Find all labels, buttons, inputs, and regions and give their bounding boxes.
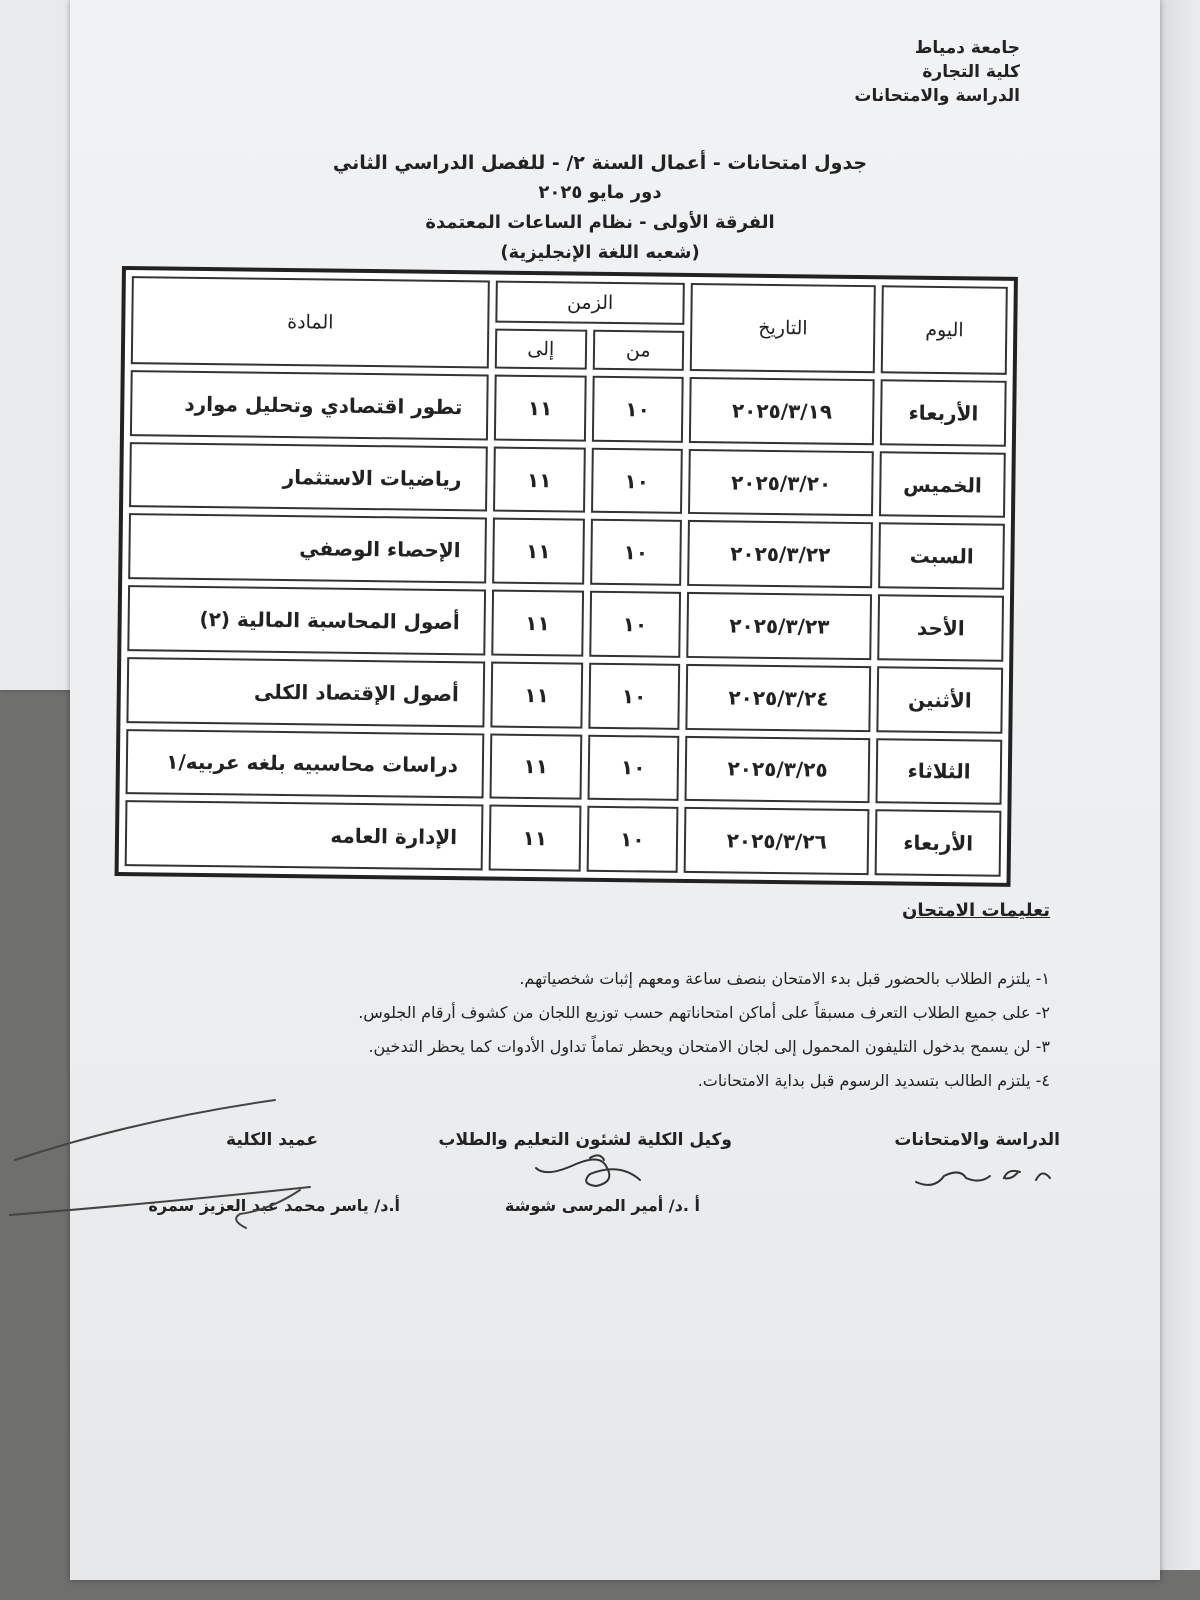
table-row <box>126 657 1003 733</box>
vice-dean-signature-label: وكيل الكلية لشئون التعليم والطلاب <box>438 1130 732 1150</box>
row-to: ١١ <box>493 446 585 513</box>
row-from: ١٠ <box>586 806 678 873</box>
row-subject: الإحصاء الوصفي <box>128 514 487 584</box>
row-subject: الإدارة العامه <box>125 800 484 870</box>
row-date: ٢٠٢٥/٣/٢٠ <box>688 449 874 517</box>
letterhead <box>854 36 1020 108</box>
row-from: ١٠ <box>590 519 682 586</box>
row-to: ١١ <box>492 518 584 585</box>
row-day: الثلاثاء <box>876 738 1002 805</box>
row-date: ٢٠٢٥/٣/٢٦ <box>684 807 870 875</box>
row-date: ٢٠٢٥/٣/٢٤ <box>685 664 871 732</box>
row-from: ١٠ <box>591 376 683 443</box>
instructions-title: تعليمات الامتحان <box>902 900 1050 921</box>
academic-level: الفرقة الأولى - نظام الساعات المعتمدة <box>425 212 775 233</box>
row-to: ١١ <box>491 590 583 657</box>
row-from: ١٠ <box>591 447 683 514</box>
header-subject: المادة <box>131 276 490 368</box>
exams-handwritten-signature <box>916 1171 1050 1185</box>
instruction-item: ٣- لن يسمح بدخول التليفون المحمول إلى لجان الامتحان ويحظر تماماً تداول الأدوات كما يحظر التدخين. <box>368 1037 1050 1056</box>
row-subject: تطور اقتصادي وتحليل موارد <box>130 370 489 440</box>
schedule-titles <box>250 148 950 268</box>
row-to: ١١ <box>490 733 582 800</box>
row-to: ١١ <box>494 375 586 442</box>
table-row <box>128 514 1005 590</box>
row-date: ٢٠٢٥/٣/٢٢ <box>687 520 873 588</box>
row-day: الأربعاء <box>880 379 1006 446</box>
university-name: جامعة دمياط <box>914 38 1020 58</box>
department-name: الدراسة والامتحانات <box>854 86 1020 106</box>
row-day: الأربعاء <box>875 809 1001 876</box>
exam-session: دور مايو ٢٠٢٥ <box>538 182 662 203</box>
row-to: ١١ <box>489 805 581 872</box>
row-from: ١٠ <box>588 663 680 730</box>
instruction-item: ٢- على جميع الطلاب التعرف مسبقاً على أماكن امتحاناتهم حسب توزيع اللجان من كشوف أرقام الجلوس. <box>358 1003 1050 1022</box>
table-row <box>130 370 1007 446</box>
instructions-list <box>130 962 1050 1098</box>
header-from: من <box>592 330 684 371</box>
faculty-name: كلية التجارة <box>922 62 1020 82</box>
row-subject: أصول المحاسبة المالية (٢) <box>127 585 486 655</box>
row-subject: رياضيات الاستثمار <box>129 442 488 512</box>
table-row <box>129 442 1006 518</box>
row-date: ٢٠٢٥/٣/٢٥ <box>685 735 871 803</box>
header-day: اليوم <box>881 285 1008 375</box>
schedule-title: جدول امتحانات - أعمال السنة ٢/ - للفصل الدراسي الثاني <box>332 152 868 174</box>
row-to: ١١ <box>490 661 582 728</box>
row-date: ٢٠٢٥/٣/١٩ <box>689 377 875 445</box>
dean-signature-label: عميد الكلية <box>226 1130 318 1150</box>
row-subject: دراسات محاسبيه بلغه عربيه/١ <box>126 729 485 799</box>
exam-schedule-table <box>115 266 1018 887</box>
header-time: الزمن <box>495 281 684 325</box>
table-row <box>125 800 1002 876</box>
row-day: الأحد <box>878 594 1004 661</box>
row-date: ٢٠٢٥/٣/٢٣ <box>686 592 872 660</box>
header-date: التاريخ <box>690 283 876 373</box>
row-from: ١٠ <box>589 591 681 658</box>
division-name: (شعبه اللغة الإنجليزية) <box>500 242 700 263</box>
table-row <box>126 729 1003 805</box>
instruction-item: ٤- يلتزم الطالب بتسديد الرسوم قبل بداية الامتحانات. <box>697 1071 1050 1090</box>
dean-name: أ.د/ ياسر محمد عبد العزيز سمرة <box>148 1196 400 1215</box>
row-day: السبت <box>878 523 1004 590</box>
exams-signature-label: الدراسة والامتحانات <box>894 1130 1060 1150</box>
row-day: الأثنين <box>877 666 1003 733</box>
row-subject: أصول الإقتصاد الكلى <box>126 657 485 727</box>
row-day: الخميس <box>879 451 1005 518</box>
row-from: ١٠ <box>587 734 679 801</box>
instruction-item: ١- يلتزم الطلاب بالحضور قبل بدء الامتحان بنصف ساعة ومعهم إثبات شخصياتهم. <box>519 969 1050 988</box>
vice-dean-handwritten-signature <box>536 1155 640 1186</box>
vice-dean-name: أ .د/ أمير المرسى شوشة <box>504 1196 700 1215</box>
table-row <box>127 585 1004 661</box>
header-to: إلى <box>495 329 587 370</box>
